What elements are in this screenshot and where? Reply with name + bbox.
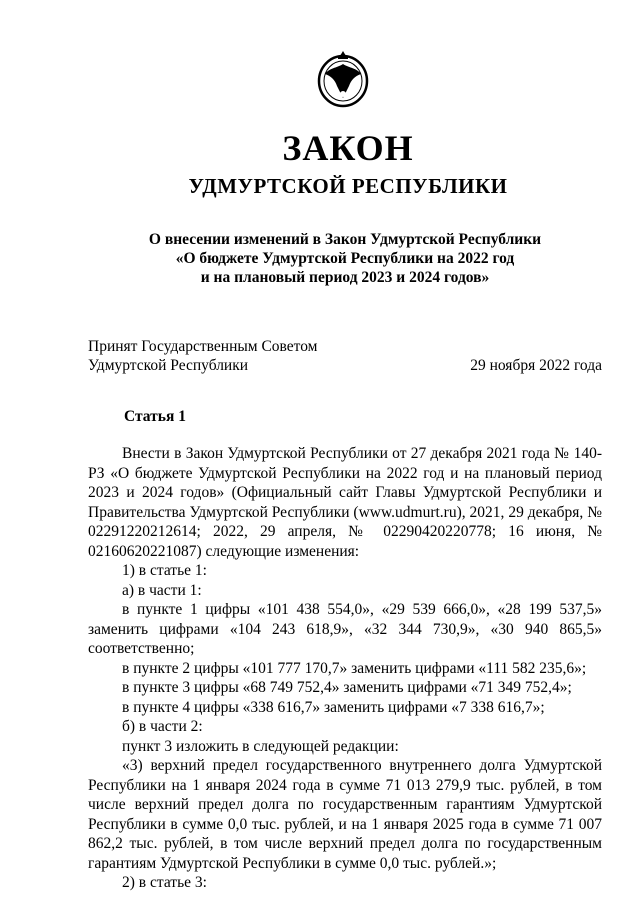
paragraph: «3) верхний предел государственного внутреннего долга Удмуртской Республики на 1 января 2024 года в сумме 71 013 279,9 тыс. рублей, в том числе верхний предел долга по государственным гарантиям Удмуртской Республики в сумме 0,0 тыс. рублей, и на 1 января 2025 года в сумме 71 007 862,2 тыс. рублей, в том числе верхний предел долга по государственным гарантиям Удмуртской Республики в сумме 0,0 тыс. рублей.»; xyxy=(88,757,602,872)
paragraph: в пункте 3 цифры «68 749 752,4» заменить цифрами «71 349 752,4»; xyxy=(122,679,572,696)
paragraph: пункт 3 изложить в следующей редакции: xyxy=(122,737,399,755)
paragraph: а) в части 1: xyxy=(122,581,202,599)
adoption-line: Удмуртской Республики xyxy=(88,357,249,374)
document-subtitle: УДМУРТСКОЙ РЕСПУБЛИКИ xyxy=(188,174,508,198)
adoption-line: Принят Государственным Советом xyxy=(88,338,318,355)
paragraph: 2) в статье 3: xyxy=(122,874,207,891)
law-subject-line: О внесении изменений в Закон Удмуртской Республики xyxy=(148,231,542,248)
adoption-authority xyxy=(88,337,318,375)
adoption-date: 29 ноября 2022 года xyxy=(470,357,602,374)
law-subject-line: «О бюджете Удмуртской Республики на 2022 год xyxy=(175,250,515,267)
article-heading: Статья 1 xyxy=(124,408,186,425)
paragraph: в пункте 4 цифры «338 616,7» заменить цифрами «7 338 616,7»; xyxy=(122,698,545,716)
paragraph: в пункте 1 цифры «101 438 554,0», «29 539 666,0», «28 199 537,5» заменить цифрами «104 243 618,9», «32 344 730,9», «30 940 865,5» соответственно; xyxy=(88,601,602,657)
paragraph: в пункте 2 цифры «101 777 170,7» заменить цифрами «111 582 235,6»; xyxy=(122,659,587,677)
coat-of-arms-emblem-icon xyxy=(311,50,375,110)
law-subject xyxy=(120,230,570,287)
paragraph: б) в части 2: xyxy=(122,718,203,735)
document-title: ЗАКОН xyxy=(282,128,414,168)
law-subject-line: и на плановый период 2023 и 2024 годов» xyxy=(200,269,490,286)
paragraph: 1) в статье 1: xyxy=(122,562,207,579)
paragraph: Внести в Закон Удмуртской Республики от 27 декабря 2021 года № 140-РЗ «О бюджете Удмуртской Республики на 2022 год и на плановый период 2023 и 2024 годов» (Официальный сайт Главы Удмуртской Республики и Правительства Удмуртской Республики (www.udmurt.ru), 2021, 29 декабря, № 02291220212614; 2022, 29 апреля, № 02290420220778; 16 июня, № 02160620221087) следующие изменения: xyxy=(88,445,602,560)
article-body xyxy=(88,444,602,893)
